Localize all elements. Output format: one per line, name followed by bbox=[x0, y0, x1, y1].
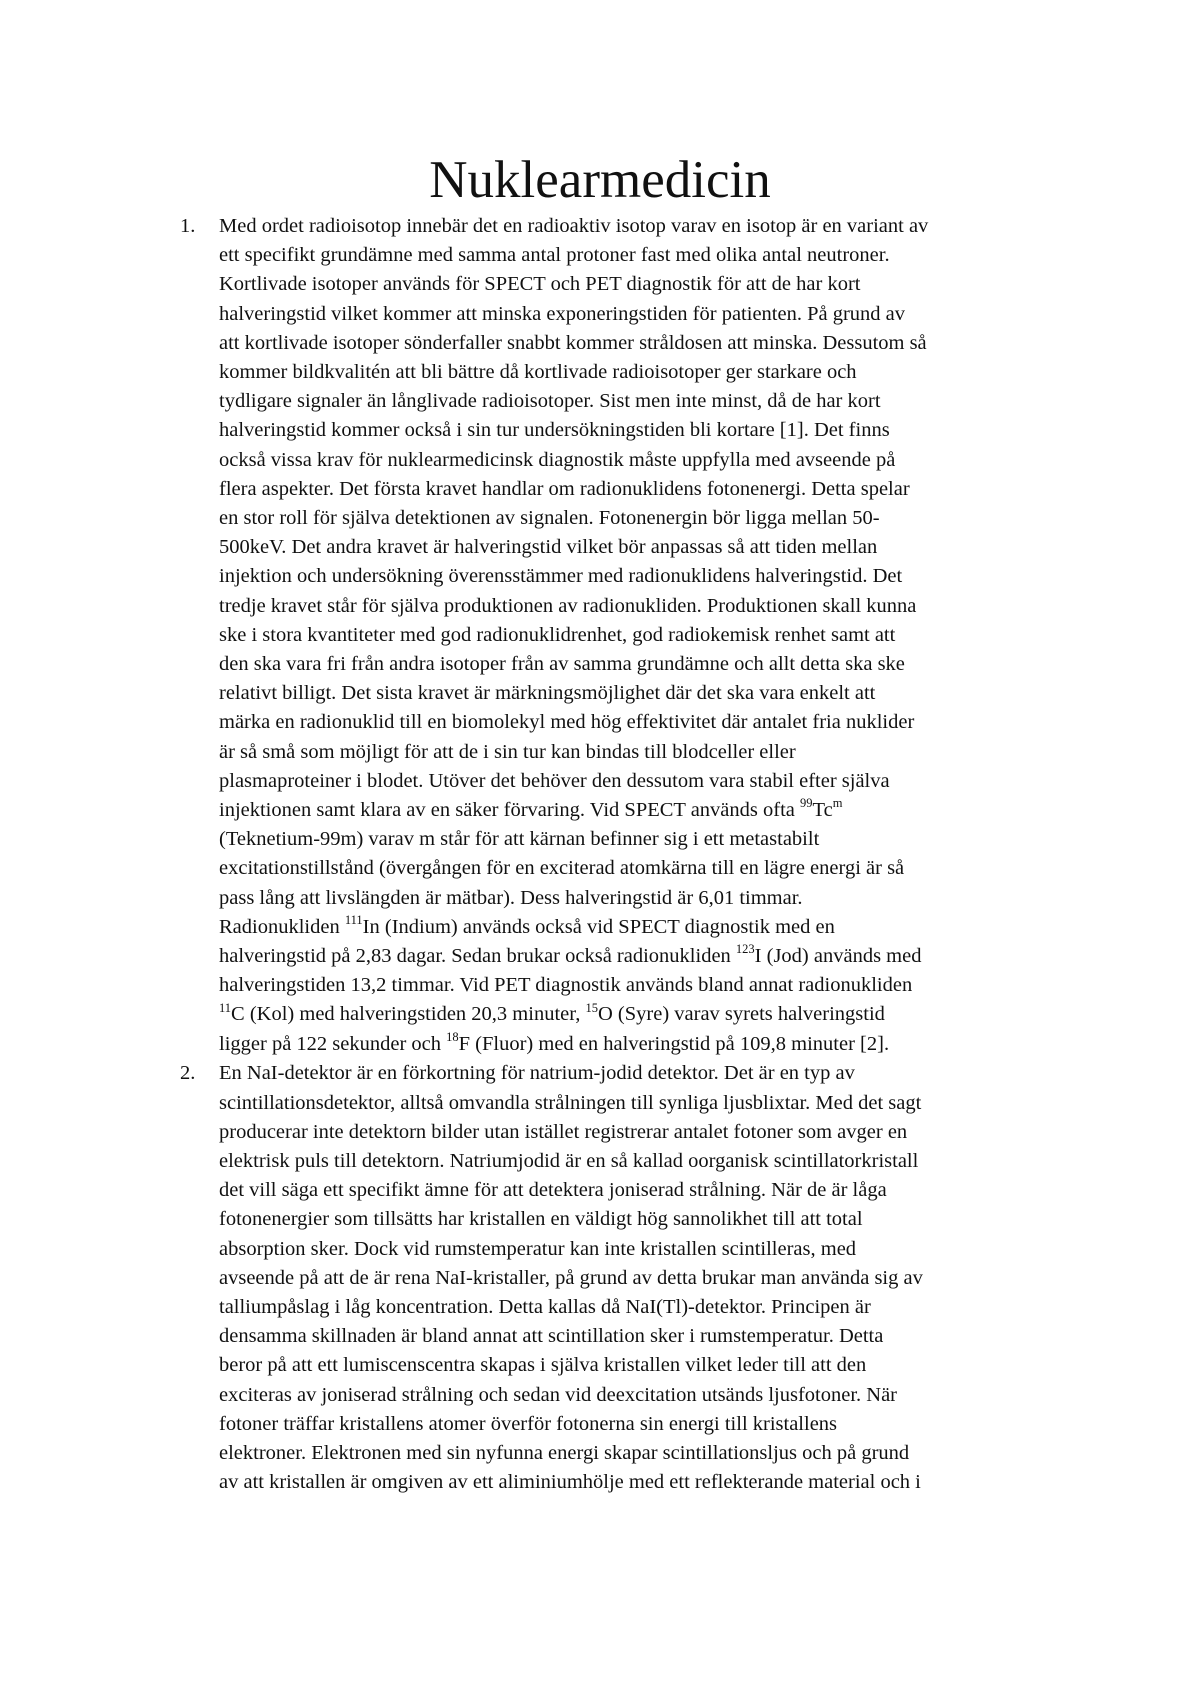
paragraph-line bbox=[219, 767, 890, 796]
text-run: (Teknetium-99m) varav m står för att kärnan befinner sig i ett metastabilt bbox=[219, 828, 820, 851]
paragraph-line bbox=[219, 971, 912, 1000]
paragraph-line bbox=[219, 241, 890, 270]
text-run: injektionen samt klara av en säker förvaring. Vid SPECT används ofta bbox=[219, 799, 800, 821]
paragraph-line bbox=[219, 1147, 918, 1176]
list-item-number: 1. bbox=[180, 215, 196, 237]
text-run: tredje kravet står för själva produktionen av radionukliden. Produktionen skall kunna bbox=[219, 594, 917, 617]
superscript-text: 11 bbox=[219, 1000, 232, 1015]
text-run: beror på att ett lumiscenscentra skapas i själva kristallen vilket leder till att den bbox=[219, 1354, 867, 1377]
paragraph-line bbox=[219, 650, 905, 679]
paragraph-line bbox=[219, 1439, 909, 1468]
superscript-text: 99 bbox=[800, 796, 813, 811]
text-run: elektroner. Elektronen med sin nyfunna energi skapar scintillationsljus och på grund bbox=[219, 1441, 910, 1464]
paragraph-line bbox=[219, 416, 890, 445]
text-run: halveringstiden 13,2 timmar. Vid PET diagnostik används bland annat radionukliden bbox=[219, 974, 913, 997]
paragraph-line bbox=[219, 854, 904, 883]
text-run: halveringstid vilket kommer att minska exponeringstiden för patienten. På grund av bbox=[219, 302, 906, 325]
text-run: ett specifikt grundämne med samma antal protoner fast med olika antal neutroner. bbox=[219, 244, 890, 267]
paragraph-line bbox=[219, 1118, 907, 1147]
text-run: F (Fluor) med en halveringstid på 109,8 minuter [2]. bbox=[458, 1032, 890, 1055]
text-run: producerar inte detektorn bilder utan istället registrerar antalet fotoner som avger en bbox=[219, 1120, 908, 1143]
superscript-text: m bbox=[832, 796, 843, 811]
text-run: kommer bildkvalitén att bli bättre då kortlivade radioisotoper ger starkare och bbox=[219, 361, 857, 383]
text-run: O (Syre) varav syrets halveringstid bbox=[598, 1003, 885, 1026]
text-run: flera aspekter. Det första kravet handlar om radionuklidens fotonenergi. Detta spelar bbox=[219, 477, 910, 500]
paragraph-line bbox=[219, 358, 857, 387]
paragraph-line bbox=[219, 475, 910, 504]
paragraph-line bbox=[219, 1030, 889, 1059]
superscript-text: 111 bbox=[344, 912, 363, 927]
paragraph-line bbox=[219, 1235, 856, 1264]
text-run: halveringstid på 2,83 dagar. Sedan brukar också radionukliden bbox=[219, 945, 736, 967]
paragraph-line bbox=[219, 1381, 897, 1410]
text-run: Med ordet radioisotop innebär det en radioaktiv isotop varav en isotop är en variant av bbox=[219, 215, 929, 237]
text-run: också vissa krav för nuklearmedicinsk diagnostik måste uppfylla med avseende på bbox=[219, 448, 896, 471]
text-run: Radionukliden bbox=[219, 915, 345, 938]
superscript-text: 123 bbox=[735, 942, 755, 957]
paragraph-line bbox=[219, 300, 905, 329]
text-run: scintillationsdetektor, alltså omvandla strålningen till synliga ljusblixtar. Med det sagt bbox=[219, 1091, 922, 1114]
paragraph-line bbox=[219, 1089, 921, 1118]
paragraph-line bbox=[219, 387, 881, 416]
text-run: injektion och undersökning överensstämmer med radionuklidens halveringstid. Det bbox=[219, 565, 903, 588]
text-run: pass lång att livslängden är mätbar). Dess halveringstid är 6,01 timmar. bbox=[219, 886, 803, 909]
text-run: av att kristallen är omgiven av ett aliminiumhölje med ett reflekterande material och i bbox=[219, 1471, 921, 1494]
paragraph-line bbox=[219, 621, 895, 650]
paragraph-line bbox=[219, 679, 875, 708]
text-run: C (Kol) med halveringstiden 20,3 minuter, bbox=[231, 1003, 586, 1026]
text-run: en stor roll för själva detektionen av signalen. Fotonenergin bör ligga mellan 50- bbox=[219, 507, 880, 529]
paragraph-line bbox=[219, 562, 902, 591]
text-run: exciteras av joniserad strålning och sedan vid deexcitation utsänds ljusfotoner. När bbox=[219, 1383, 898, 1406]
text-run: talliumpåslag i låg koncentration. Detta kallas då NaI(Tl)-detektor. Principen är bbox=[219, 1295, 871, 1318]
paragraph-line bbox=[219, 913, 835, 942]
paragraph-line bbox=[219, 1264, 923, 1293]
paragraph-line bbox=[219, 1000, 885, 1029]
paragraph-line bbox=[219, 1351, 866, 1380]
paragraph-line bbox=[219, 796, 842, 825]
paragraph-line bbox=[219, 825, 819, 854]
text-run: märka en radionuklid till en biomolekyl med hög effektivitet där antalet fria nuklider bbox=[219, 711, 915, 734]
text-run: att kortlivade isotoper sönderfaller snabbt kommer stråldosen att minska. Dessutom så bbox=[219, 331, 927, 354]
text-run: det vill säga ett specifikt ämne för att detektera joniserad strålning. När de är låga bbox=[219, 1179, 887, 1202]
text-run: fotoner träffar kristallens atomer överför fotonerna sin energi till kristallens bbox=[219, 1412, 838, 1435]
text-run: Tc bbox=[812, 799, 833, 821]
text-run: excitationstillstånd (övergången för en exciterad atomkärna till en lägre energi är så bbox=[219, 857, 905, 880]
paragraph-line bbox=[219, 592, 916, 621]
paragraph-line bbox=[219, 329, 927, 358]
text-run: plasmaproteiner i blodet. Utöver det behöver den dessutom vara stabil efter själva bbox=[219, 769, 890, 792]
text-run: är så små som möjligt för att de i sin tur kan bindas till blodceller eller bbox=[219, 740, 796, 763]
paragraph-line bbox=[219, 884, 803, 913]
text-run: ske i stora kvantiteter med god radionuklidrenhet, god radiokemisk renhet samt att bbox=[219, 623, 896, 646]
paragraph-line bbox=[219, 942, 921, 971]
paragraph-line bbox=[219, 1468, 921, 1497]
text-run: In (Indium) används också vid SPECT diagnostik med en bbox=[362, 915, 835, 938]
text-run: den ska vara fri från andra isotoper från av samma grundämne och allt detta ska ske bbox=[219, 653, 905, 675]
paragraph-line bbox=[219, 1059, 855, 1088]
text-run: En NaI-detektor är en förkortning för natrium-jodid detektor. Det är en typ av bbox=[219, 1062, 855, 1085]
text-run: 500keV. Det andra kravet är halveringstid vilket bör anpassas så att tiden mellan bbox=[219, 536, 878, 559]
text-run: Kortlivade isotoper används för SPECT och PET diagnostik för att de har kort bbox=[219, 273, 861, 296]
paragraph-line bbox=[219, 1205, 863, 1234]
text-run: halveringstid kommer också i sin tur undersökningstiden bli kortare [1]. Det finns bbox=[219, 419, 890, 442]
text-run: densamma skillnaden är bland annat att scintillation sker i rumstemperatur. Detta bbox=[219, 1325, 884, 1348]
paragraph-line bbox=[219, 212, 928, 241]
paragraph-line bbox=[219, 270, 860, 299]
text-run: absorption sker. Dock vid rumstemperatur kan inte kristallen scintilleras, med bbox=[219, 1237, 857, 1260]
text-run: I (Jod) används med bbox=[754, 945, 922, 967]
paragraph-line bbox=[219, 446, 895, 475]
list-item-number: 2. bbox=[180, 1062, 196, 1085]
superscript-text: 18 bbox=[446, 1029, 459, 1044]
paragraph-line bbox=[219, 1176, 887, 1205]
text-run: elektrisk puls till detektorn. Natriumjodid är en så kallad oorganisk scintillatorkristall bbox=[219, 1149, 919, 1172]
paragraph-line bbox=[219, 504, 880, 533]
document-title: Nuklearmedicin bbox=[429, 151, 771, 209]
superscript-text: 15 bbox=[585, 1000, 598, 1015]
text-run: ligger på 122 sekunder och bbox=[219, 1032, 447, 1055]
text-run: tydligare signaler än långlivade radioisotoper. Sist men inte minst, då de har kort bbox=[219, 390, 881, 413]
paragraph-line bbox=[219, 533, 877, 562]
text-run: fotonenergier som tillsätts har kristallen en väldigt hög sannolikhet till att total bbox=[219, 1208, 863, 1231]
paragraph-line bbox=[219, 1293, 871, 1322]
paragraph-line bbox=[219, 738, 796, 767]
paragraph-line bbox=[219, 708, 914, 737]
text-run: relativt billigt. Det sista kravet är märkningsmöjlighet där det ska vara enkelt att bbox=[219, 682, 876, 705]
text-run: avseende på att de är rena NaI-kristaller, på grund av detta brukar man använda sig av bbox=[219, 1266, 923, 1289]
paragraph-line bbox=[219, 1410, 837, 1439]
paragraph-line bbox=[219, 1322, 883, 1351]
